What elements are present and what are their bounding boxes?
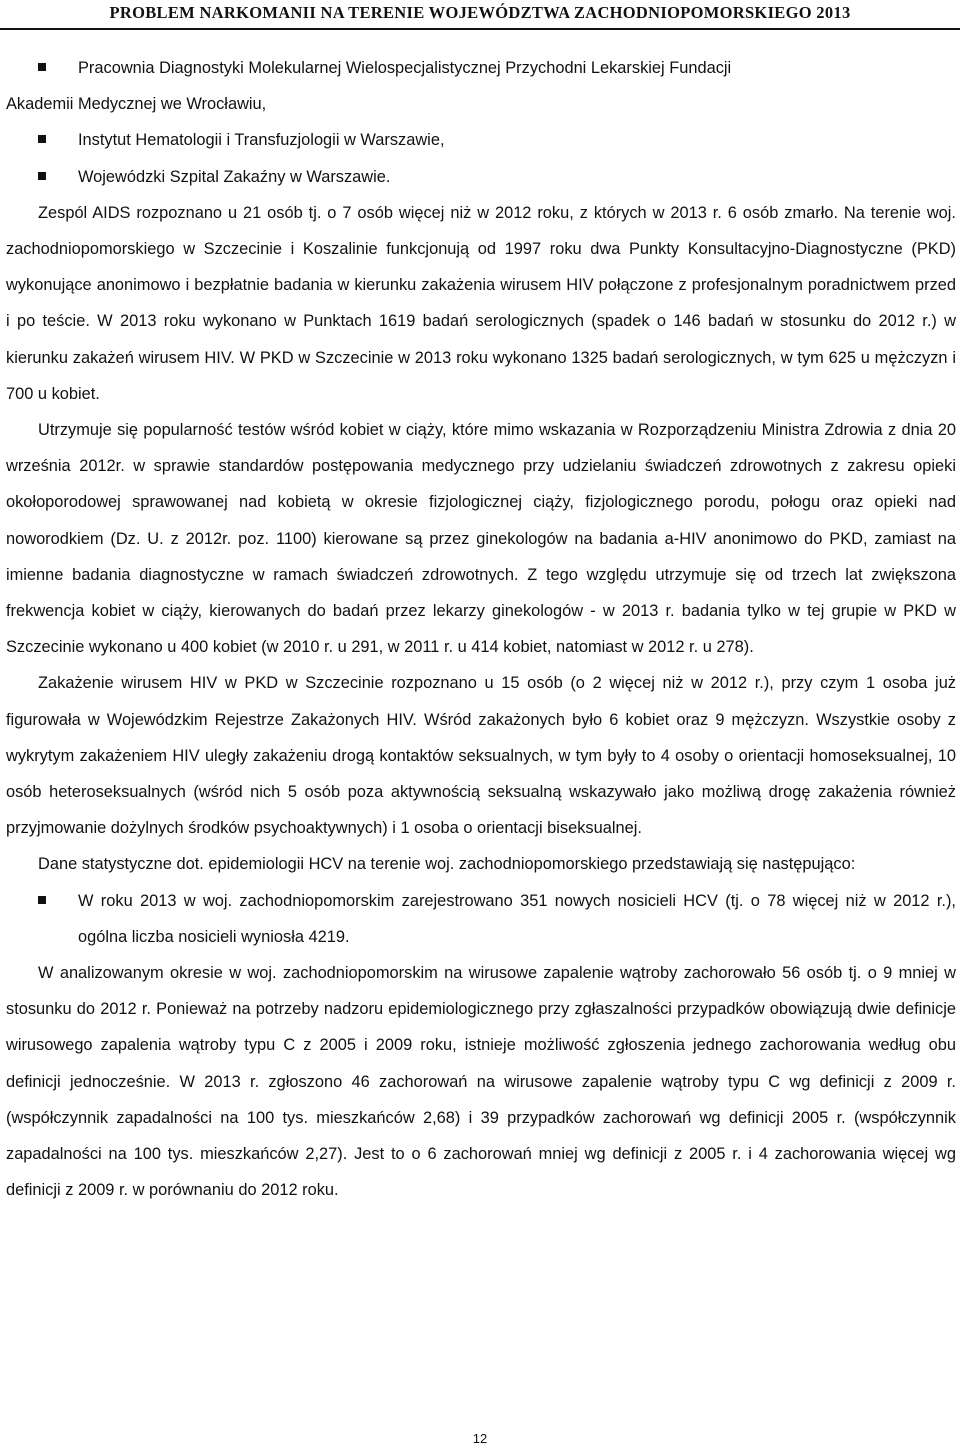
bullet-list-institutions <box>6 50 956 86</box>
bullet-square-icon <box>38 172 46 180</box>
list-item <box>6 122 956 158</box>
document-body <box>6 50 956 1209</box>
list-item-text: Wojewódzki Szpital Zakaźny w Warszawie. <box>78 167 391 186</box>
bullet-square-icon <box>38 896 46 904</box>
bullet-list-institutions-2 <box>6 122 956 194</box>
paragraph-aids-pkd: Zespól AIDS rozpoznano u 21 osób tj. o 7 osób więcej niż w 2012 roku, z których w 2013 r. 6 osób zmarło. Na terenie woj. zachodniopomorskiego w Szczecinie i Koszalinie funkcjonują od 1997 roku dwa Punkty Konsultacyjno-Diagnostyczne (PKD) wykonujące anonimowo i bezpłatnie badania w kierunku zakażenia wirusem HIV połączone z profesjonalnym poradnictwem przed i po teście. W 2013 roku wykonano w Punktach 1619 badań serologicznych (spadek o 146 badań w stosunku do 2012 r.) w kierunku zakażeń wirusem HIV. W PKD w Szczecinie w 2013 roku wykonano 1325 badań serologicznych, w tym 625 u mężczyzn i 700 u kobiet. <box>6 203 956 403</box>
list-item-text: W roku 2013 w woj. zachodniopomorskim zarejestrowano 351 nowych nosicieli HCV (tj. o 78 więcej niż w 2012 r.), ogólna liczba nosicieli wyniosła 4219. <box>78 891 956 946</box>
list-item <box>6 50 956 86</box>
paragraph-hepatitis: W analizowanym okresie w woj. zachodniopomorskim na wirusowe zapalenie wątroby zachorowało 56 osób tj. o 9 mniej w stosunku do 2012 r. Ponieważ na potrzeby nadzoru epidemiologicznego przy zgłaszalności przypadków obowiązują dwie definicje wirusowego zapalenia wątroby typu C z 2005 i 2009 roku, istnieje możliwość zgłoszenia jednego zachorowania według obu definicji jednocześnie. W 2013 r. zgłoszono 46 zachorowań na wirusowe zapalenie wątroby typu C wg definicji z 2009 r. (współczynnik zapadalności na 100 tys. mieszkańców 2,68) i 39 przypadków zachorowań wg definicji 2005 r. (współczynnik zapadalności na 100 tys. mieszkańców 2,27). Jest to o 6 zachorowań mniej wg definicji z 2005 r. i 4 zachorowania więcej wg definicji z 2009 r. w porównaniu do 2012 roku. <box>6 964 956 1200</box>
list-item <box>6 159 956 195</box>
paragraph-pregnancy-tests: Utrzymuje się popularność testów wśród kobiet w ciąży, które mimo wskazania w Rozporządzeniu Ministra Zdrowia z dnia 20 września 2012r. w sprawie standardów postępowania medycznego przy udzielaniu świadczeń zdrowotnych z zakresu opieki okołoporodowej sprawowanej nad kobietą w okresie fizjologicznej ciąży, fizjologicznego porodu, połogu oraz opieki nad noworodkiem (Dz. U. z 2012r. poz. 1100) kierowane są przez ginekologów na badania a-HIV anonimowo do PKD, zamiast na imienne badania diagnostyczne w ramach świadczeń zdrowotnych. Z tego względu utrzymuje się od trzech lat zwiększona frekwencja kobiet w ciąży, kierowanych do badań przez lekarzy ginekologów - w 2013 r. badania tylko w tej grupie w PKD w Szczecinie wykonano u 400 kobiet (w 2010 r. u 291, w 2011 r. u 414 kobiet, natomiast w 2012 r. u 278). <box>6 421 956 657</box>
page-number: 12 <box>472 1431 488 1446</box>
list-item <box>6 883 956 955</box>
list-item-text: Pracownia Diagnostyki Molekularnej Wielospecjalistycznej Przychodni Lekarskiej Fundacji <box>78 59 732 77</box>
bullet-square-icon <box>38 135 46 143</box>
list-item-continuation: Akademii Medycznej we Wrocławiu, <box>6 95 267 114</box>
paragraph-hcv-intro: Dane statystyczne dot. epidemiologii HCV na terenie woj. zachodniopomorskiego przedstawiają się następująco: <box>38 855 856 874</box>
bullet-list-hcv <box>6 883 956 955</box>
paragraph-hiv-infections: Zakażenie wirusem HIV w PKD w Szczecinie rozpoznano u 15 osób (o 2 więcej niż w 2012 r.), przy czym 1 osoba już figurowała w Wojewódzkim Rejestrze Zakażonych HIV. Wśród zakażonych było 6 kobiet oraz 9 mężczyzn. Wszystkie osoby z wykrytym zakażeniem HIV uległy zakażeniu drogą kontaktów seksualnych, w tym były to 4 osoby o orientacji homoseksualnej, 10 osób heteroseksualnych (wśród nich 5 osób poza aktywnością seksualną wskazywało jako możliwą drogę zakażenia również przyjmowanie dożylnych środków psychoaktywnych) i 1 osoba o orientacji biseksualnej. <box>6 674 956 838</box>
running-header: PROBLEM NARKOMANII NA TERENIE WOJEWÓDZTWA ZACHODNIOPOMORSKIEGO 2013 <box>0 0 960 30</box>
list-item-text: Instytut Hematologii i Transfuzjologii w Warszawie, <box>78 131 445 150</box>
bullet-square-icon <box>38 63 46 71</box>
